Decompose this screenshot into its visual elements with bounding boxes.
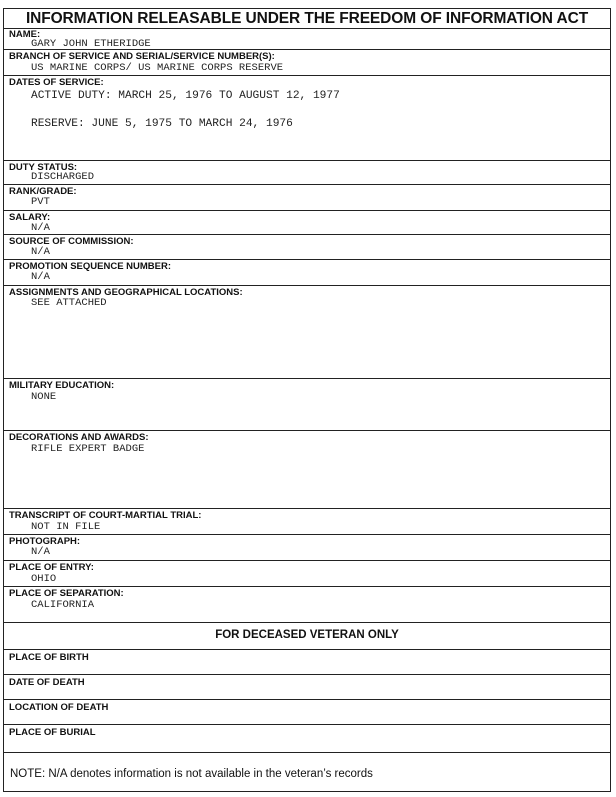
name-value: GARY JOHN ETHERIDGE (31, 38, 151, 50)
separation-label: PLACE OF SEPARATION: (9, 588, 124, 599)
photograph-value: N/A (31, 546, 50, 558)
education-value: NONE (31, 391, 57, 403)
field-commission (4, 235, 610, 260)
field-date-of-death (4, 675, 610, 700)
promotion-value: N/A (31, 271, 50, 283)
assignments-value: SEE ATTACHED (31, 297, 107, 309)
salary-value: N/A (31, 222, 50, 234)
birth-label: PLACE OF BIRTH (9, 652, 89, 663)
field-location-of-death (4, 700, 610, 725)
field-education (4, 379, 610, 431)
field-promotion (4, 260, 610, 286)
commission-label: SOURCE OF COMMISSION: (9, 236, 134, 247)
duty-status-value: DISCHARGED (31, 171, 95, 183)
commission-value: N/A (31, 246, 50, 258)
dates-reserve-value: RESERVE: JUNE 5, 1975 TO MARCH 24, 1976 (31, 118, 293, 130)
rank-label: RANK/GRADE: (9, 186, 77, 197)
field-entry (4, 561, 610, 587)
field-name (4, 28, 610, 50)
form-title: INFORMATION RELEASABLE UNDER THE FREEDOM OF INFORMATION ACT (4, 9, 610, 29)
court-martial-label: TRANSCRIPT OF COURT-MARTIAL TRIAL: (9, 510, 202, 521)
dates-label: DATES OF SERVICE: (9, 77, 104, 88)
rank-value: PVT (31, 196, 50, 208)
foia-form (3, 8, 611, 792)
deceased-heading: FOR DECEASED VETERAN ONLY (215, 629, 399, 641)
field-salary (4, 211, 610, 235)
death-date-label: DATE OF DEATH (9, 677, 85, 688)
assignments-label: ASSIGNMENTS AND GEOGRAPHICAL LOCATIONS: (9, 287, 243, 298)
duty-status-label: DUTY STATUS: (9, 162, 78, 173)
court-martial-value: NOT IN FILE (31, 521, 101, 533)
entry-label: PLACE OF ENTRY: (9, 562, 94, 573)
footnote: NOTE: N/A denotes information is not available in the veteran’s records (10, 768, 373, 780)
field-place-of-birth (4, 650, 610, 675)
branch-label: BRANCH OF SERVICE AND SERIAL/SERVICE NUMBER(S): (9, 51, 275, 62)
field-rank (4, 185, 610, 211)
burial-label: PLACE OF BURIAL (9, 727, 96, 738)
field-branch (4, 50, 610, 76)
field-decorations (4, 431, 610, 509)
field-place-of-burial (4, 725, 610, 753)
decorations-value: RIFLE EXPERT BADGE (31, 443, 145, 455)
deceased-section-header (4, 623, 610, 650)
branch-value: US MARINE CORPS/ US MARINE CORPS RESERVE (31, 62, 284, 74)
entry-value: OHIO (31, 573, 57, 585)
field-assignments (4, 286, 610, 379)
field-duty-status (4, 161, 610, 185)
death-location-label: LOCATION OF DEATH (9, 702, 109, 713)
education-label: MILITARY EDUCATION: (9, 380, 115, 391)
photograph-label: PHOTOGRAPH: (9, 536, 81, 547)
field-separation (4, 587, 610, 623)
dates-active-value: ACTIVE DUTY: MARCH 25, 1976 TO AUGUST 12, 1977 (31, 90, 340, 102)
separation-value: CALIFORNIA (31, 599, 95, 611)
field-photograph (4, 535, 610, 561)
field-court-martial (4, 509, 610, 535)
salary-label: SALARY: (9, 212, 51, 223)
promotion-label: PROMOTION SEQUENCE NUMBER: (9, 261, 172, 272)
decorations-label: DECORATIONS AND AWARDS: (9, 432, 149, 443)
field-dates (4, 76, 610, 161)
name-label: NAME: (9, 29, 41, 40)
